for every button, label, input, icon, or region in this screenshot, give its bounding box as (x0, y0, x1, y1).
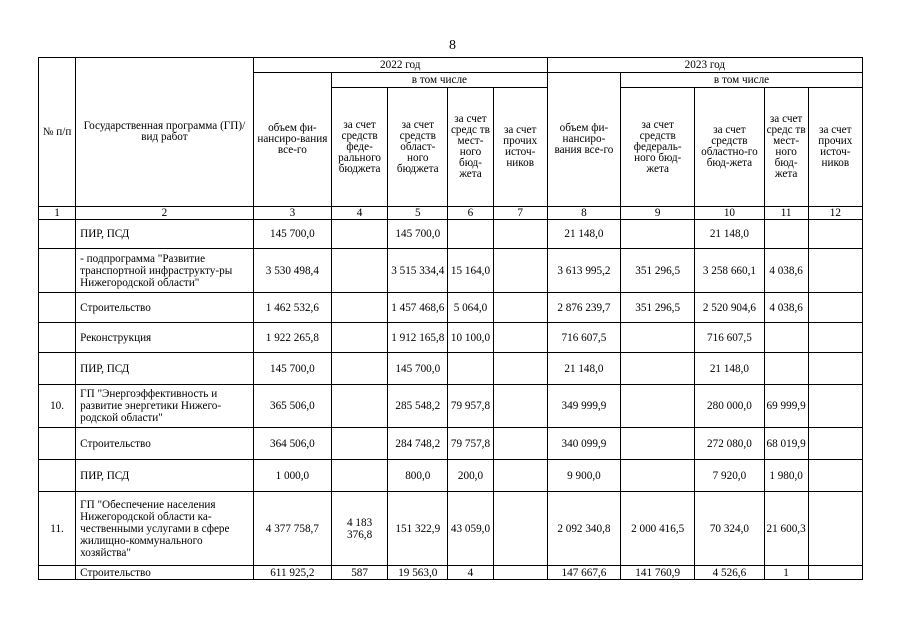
header-total-2023: объем фи-нансиро-вания все-го (547, 73, 620, 207)
value-cell: 365 506,0 (253, 385, 331, 428)
value-cell: 70 324,0 (695, 492, 764, 566)
value-cell (621, 428, 695, 460)
value-cell: 19 563,0 (388, 566, 448, 580)
column-index: 11 (764, 207, 808, 220)
value-cell: 2 876 239,7 (547, 293, 620, 323)
value-cell: 4 377 758,7 (253, 492, 331, 566)
value-cell: 79 957,8 (448, 385, 493, 428)
header-program: Государственная программа (ГП)/ вид работ (76, 58, 254, 207)
value-cell (332, 293, 388, 323)
value-cell (621, 460, 695, 492)
table-row (39, 220, 863, 249)
value-cell (332, 460, 388, 492)
header-other-2022: за счет прочих источ-ников (493, 88, 547, 207)
table-row (39, 460, 863, 492)
value-cell (808, 353, 862, 385)
column-index: 6 (448, 207, 493, 220)
table-body (39, 220, 863, 580)
value-cell: 280 000,0 (695, 385, 764, 428)
header-federal-2022: за счет средств феде-рального бюджета (332, 88, 388, 207)
header-number: № п/п (39, 58, 76, 207)
value-cell: 1 457 468,6 (388, 293, 448, 323)
column-index: 3 (253, 207, 331, 220)
value-cell: 15 164,0 (448, 249, 493, 293)
value-cell (448, 353, 493, 385)
value-cell: 340 099,9 (547, 428, 620, 460)
row-number-cell (39, 323, 76, 353)
row-number-cell (39, 566, 76, 580)
column-index: 7 (493, 207, 547, 220)
value-cell: 351 296,5 (621, 249, 695, 293)
value-cell: 1 980,0 (764, 460, 808, 492)
row-name-cell: ПИР, ПСД (76, 220, 254, 249)
header-local-2023: за счет средс тв мест-ного бюд-жета (764, 88, 808, 207)
value-cell: 21 600,3 (764, 492, 808, 566)
value-cell (448, 220, 493, 249)
value-cell (621, 385, 695, 428)
table-row (39, 323, 863, 353)
value-cell: 79 757,8 (448, 428, 493, 460)
value-cell (808, 293, 862, 323)
value-cell: 349 999,9 (547, 385, 620, 428)
row-number-cell (39, 353, 76, 385)
header-federal-2023: за счет средств федераль-ного бюд-жета (621, 88, 695, 207)
value-cell (808, 492, 862, 566)
row-name-cell: ПИР, ПСД (76, 353, 254, 385)
value-cell: 716 607,5 (547, 323, 620, 353)
value-cell (764, 220, 808, 249)
table-row (39, 353, 863, 385)
header-other-2023: за счет прочих источ-ников (808, 88, 862, 207)
value-cell: 145 700,0 (253, 220, 331, 249)
value-cell: 3 515 334,4 (388, 249, 448, 293)
row-name-cell: Реконструкция (76, 323, 254, 353)
value-cell: 151 322,9 (388, 492, 448, 566)
value-cell (493, 566, 547, 580)
value-cell: 21 148,0 (547, 353, 620, 385)
table-row (39, 428, 863, 460)
value-cell (764, 353, 808, 385)
row-name-cell: Строительство (76, 428, 254, 460)
header-including-2023: в том числе (621, 73, 863, 88)
value-cell (808, 249, 862, 293)
table-row (39, 492, 863, 566)
value-cell (332, 428, 388, 460)
table-row (39, 293, 863, 323)
row-number-cell (39, 293, 76, 323)
value-cell: 2 520 904,6 (695, 293, 764, 323)
column-index: 5 (388, 207, 448, 220)
value-cell (332, 323, 388, 353)
value-cell: 4 183 376,8 (332, 492, 388, 566)
value-cell (808, 220, 862, 249)
value-cell: 800,0 (388, 460, 448, 492)
column-index: 9 (621, 207, 695, 220)
header-including-2022: в том числе (332, 73, 548, 88)
value-cell (493, 293, 547, 323)
value-cell: 587 (332, 566, 388, 580)
column-index: 8 (547, 207, 620, 220)
column-index: 2 (76, 207, 254, 220)
value-cell: 2 000 416,5 (621, 492, 695, 566)
value-cell (621, 353, 695, 385)
row-name-cell: ПИР, ПСД (76, 460, 254, 492)
value-cell: 200,0 (448, 460, 493, 492)
value-cell: 272 080,0 (695, 428, 764, 460)
value-cell: 5 064,0 (448, 293, 493, 323)
value-cell (332, 385, 388, 428)
value-cell: 145 700,0 (388, 220, 448, 249)
value-cell: 4 038,6 (764, 293, 808, 323)
value-cell: 7 920,0 (695, 460, 764, 492)
value-cell (493, 353, 547, 385)
value-cell: 364 506,0 (253, 428, 331, 460)
value-cell (808, 428, 862, 460)
value-cell: 21 148,0 (547, 220, 620, 249)
value-cell (621, 220, 695, 249)
value-cell (808, 460, 862, 492)
value-cell (493, 323, 547, 353)
value-cell: 43 059,0 (448, 492, 493, 566)
value-cell (332, 249, 388, 293)
value-cell (621, 323, 695, 353)
value-cell: 145 700,0 (253, 353, 331, 385)
header-local-2022: за счет средс тв мест-ного бюд-жета (448, 88, 493, 207)
value-cell: 351 296,5 (621, 293, 695, 323)
value-cell: 69 999,9 (764, 385, 808, 428)
value-cell: 145 700,0 (388, 353, 448, 385)
value-cell (493, 460, 547, 492)
value-cell: 1 922 265,8 (253, 323, 331, 353)
header-regional-2022: за счет средств област-ного бюджета (388, 88, 448, 207)
row-number-cell (39, 220, 76, 249)
column-index: 12 (808, 207, 862, 220)
row-name-cell: - подпрограмма "Развитие транспортной инфраструкту-ры Нижегородской области" (76, 249, 254, 293)
value-cell: 284 748,2 (388, 428, 448, 460)
value-cell (493, 385, 547, 428)
value-cell: 3 258 660,1 (695, 249, 764, 293)
column-index: 10 (695, 207, 764, 220)
budget-table (38, 57, 863, 580)
value-cell (332, 220, 388, 249)
header-total-2022: объем фи-нансиро-вания все-го (253, 73, 331, 207)
value-cell: 611 925,2 (253, 566, 331, 580)
value-cell (808, 566, 862, 580)
value-cell: 4 526,6 (695, 566, 764, 580)
row-number-cell (39, 249, 76, 293)
row-number-cell (39, 460, 76, 492)
value-cell: 4 038,6 (764, 249, 808, 293)
value-cell: 716 607,5 (695, 323, 764, 353)
value-cell: 2 092 340,8 (547, 492, 620, 566)
row-number-cell (39, 428, 76, 460)
row-name-cell: ГП "Энергоэффективность и развитие энергетики Нижего-родской области" (76, 385, 254, 428)
value-cell: 1 (764, 566, 808, 580)
value-cell (764, 323, 808, 353)
value-cell: 285 548,2 (388, 385, 448, 428)
value-cell: 9 900,0 (547, 460, 620, 492)
value-cell (808, 323, 862, 353)
value-cell: 3 613 995,2 (547, 249, 620, 293)
column-index: 1 (39, 207, 76, 220)
row-name-cell: ГП "Обеспечение населения Нижегородской области ка-чественными услугами в сфере жилищно-коммунального хозяйства" (76, 492, 254, 566)
value-cell (808, 385, 862, 428)
value-cell: 21 148,0 (695, 220, 764, 249)
value-cell: 3 530 498,4 (253, 249, 331, 293)
header-year-2022: 2022 год (253, 58, 547, 73)
value-cell (332, 353, 388, 385)
value-cell (493, 220, 547, 249)
value-cell (493, 428, 547, 460)
value-cell: 21 148,0 (695, 353, 764, 385)
row-name-cell: Строительство (76, 293, 254, 323)
value-cell: 4 (448, 566, 493, 580)
value-cell: 1 462 532,6 (253, 293, 331, 323)
table-row (39, 385, 863, 428)
row-number-cell: 11. (39, 492, 76, 566)
table-row (39, 566, 863, 580)
value-cell: 1 000,0 (253, 460, 331, 492)
value-cell (493, 492, 547, 566)
header-regional-2023: за счет средств областно-го бюд-жета (695, 88, 764, 207)
value-cell (493, 249, 547, 293)
value-cell: 10 100,0 (448, 323, 493, 353)
value-cell: 141 760,9 (621, 566, 695, 580)
table-row (39, 249, 863, 293)
value-cell: 1 912 165,8 (388, 323, 448, 353)
row-number-cell: 10. (39, 385, 76, 428)
row-name-cell: Строительство (76, 566, 254, 580)
column-index: 4 (332, 207, 388, 220)
column-index-row (39, 207, 863, 220)
value-cell: 147 667,6 (547, 566, 620, 580)
header-year-2023: 2023 год (547, 58, 862, 73)
page-number: 8 (449, 38, 456, 53)
value-cell: 68 019,9 (764, 428, 808, 460)
